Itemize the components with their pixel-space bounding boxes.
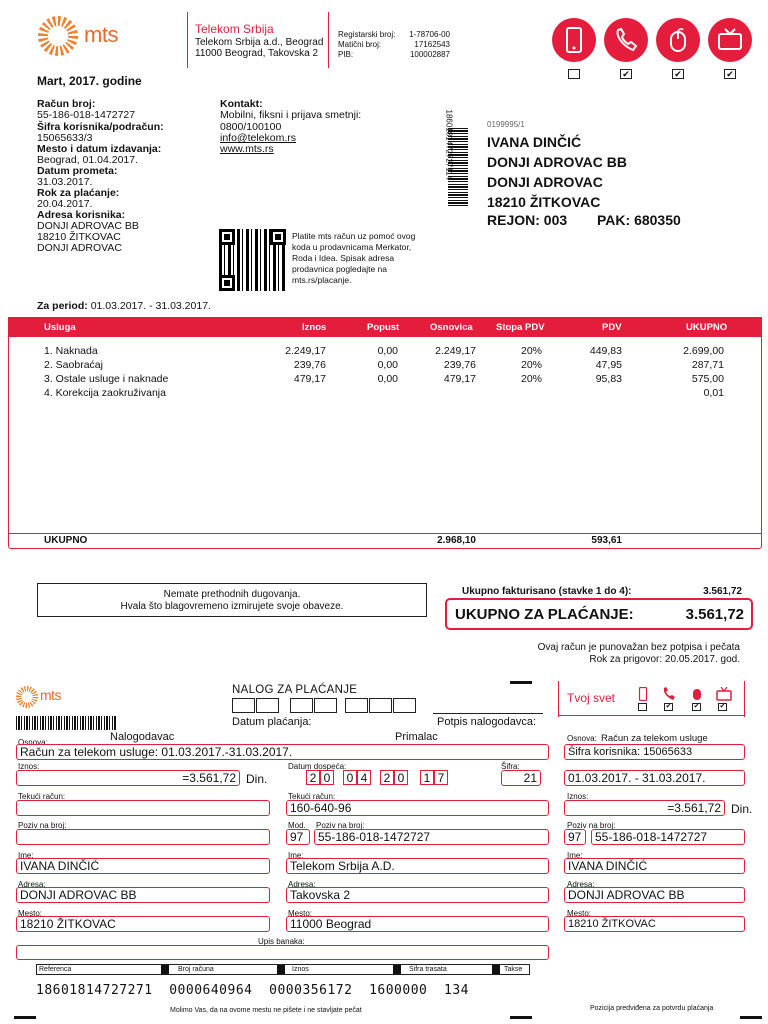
payment-date-label: Datum plaćanja:	[232, 716, 312, 728]
due-digit-6[interactable]: 0	[394, 770, 408, 785]
row-3-total: 575,00	[691, 373, 724, 385]
due-date-label-slip: Datum dospeća:	[288, 762, 347, 771]
slip-title: NALOG ZA PLAĆANJE	[232, 684, 358, 696]
bank-entry-label: Upis banaka:	[258, 937, 305, 946]
recipient-block	[487, 132, 627, 212]
iznos-label: Iznos:	[18, 762, 40, 771]
recipient-pak: PAK: 680350	[597, 212, 681, 228]
service-checkbox-mobile	[568, 69, 580, 79]
due-digit-5[interactable]: 2	[380, 770, 394, 785]
debt-note-box	[37, 583, 427, 617]
contact-email-link[interactable]: info@telekom.rs	[220, 132, 297, 144]
bank-col-iznos: Iznos	[292, 966, 309, 973]
row-1-vat: 449,83	[589, 345, 622, 357]
slip-barcode	[16, 716, 116, 730]
payer-city-field[interactable]: 18210 ŽITKOVAC	[16, 916, 270, 932]
payee-header: Primalac	[395, 731, 438, 743]
bank-col-takse: Takse	[504, 966, 523, 973]
recipient-line-2: DONJI ADROVAC BB	[487, 154, 628, 170]
stub-reference-field[interactable]: 55-186-018-1472727	[591, 829, 745, 845]
due-digit-4[interactable]: 4	[357, 770, 371, 785]
service-checkbox-landline: ✔	[620, 69, 632, 79]
stub-city-label: Mesto:	[567, 909, 592, 918]
mb-value: 17162543	[414, 40, 450, 49]
contact-line-1: Mobilni, fiksni i prijava smetnji:	[220, 109, 362, 121]
iznos-currency: Din.	[246, 772, 268, 786]
payee-name-label: Ime:	[288, 851, 304, 860]
row-2-total: 287,71	[691, 359, 724, 371]
payee-reference-label: Poziv na broj:	[316, 821, 365, 830]
mb-label: Matični broj:	[338, 40, 382, 49]
brand-name: mts	[84, 22, 118, 47]
payee-name-field[interactable]: Telekom Srbija A.D.	[286, 858, 549, 874]
date-box-2	[256, 698, 279, 713]
ocr-line: 18601814727271 0000640964 0000356172 1600000 134	[36, 983, 469, 998]
payer-city-label: Mesto:	[18, 909, 43, 918]
place-date-label: Mesto i datum izdavanja:	[37, 143, 162, 155]
recipient-name: IVANA DINČIĆ	[487, 134, 582, 150]
stub-checkbox-internet: ✔	[693, 703, 700, 710]
header-divider	[187, 12, 188, 68]
qr-text-4: prodavnica pogledajte na	[292, 264, 387, 274]
row-2-discount: 0,00	[377, 359, 398, 371]
user-code-label: Šifra korisnika/podračun:	[37, 121, 164, 133]
company-address-2: 11000 Beograd, Takovska 2	[195, 48, 319, 59]
signature-label: Potpis nalogodavca:	[437, 716, 537, 728]
due-digit-2[interactable]: 0	[320, 770, 334, 785]
stub-osnova-value: Račun za telekom usluge	[601, 733, 708, 744]
stub-tv-icon	[716, 687, 732, 701]
validity-note: Ovaj račun je punovažan bez potpisa i pečata	[537, 642, 740, 653]
due-digit-7[interactable]: 1	[420, 770, 434, 785]
row-4-service: 4. Korekcija zaokruživanja	[44, 387, 166, 399]
col-pdv: PDV	[602, 322, 622, 333]
registry-block	[338, 30, 450, 60]
complaint-note: Rok za prigovor: 20.05.2017. god.	[589, 654, 740, 665]
debt-note-line-1: Nemate prethodnih dugovanja.	[163, 589, 301, 600]
stub-frame-left	[558, 681, 559, 717]
row-1-amount: 2.249,17	[285, 345, 326, 357]
bank-col-broj-racuna: Broj računa	[178, 966, 214, 973]
signature-line	[433, 713, 543, 714]
iznos-field[interactable]: =3.561,72	[16, 770, 240, 786]
payee-account-field[interactable]: 160-640-96	[286, 800, 549, 816]
payer-account-field[interactable]	[16, 800, 270, 816]
recipient-line-3: DONJI ADROVAC	[487, 174, 603, 190]
stub-landline-icon	[662, 687, 676, 701]
stub-name-label: Ime:	[567, 851, 583, 860]
row-4-total: 0,01	[703, 387, 724, 399]
payer-name-field[interactable]: IVANA DINČIĆ	[16, 858, 270, 874]
stub-address-label: Adresa:	[567, 880, 595, 889]
contact-label: Kontakt:	[220, 98, 263, 110]
row-3-amount: 479,17	[293, 373, 326, 385]
sifra-label: Šifra:	[501, 762, 520, 771]
pib-label: PIB:	[338, 50, 354, 59]
turnover-date-label: Datum prometa:	[37, 165, 118, 177]
address-line-1: DONJI ADROVAC BB	[37, 220, 139, 232]
mod-field[interactable]: 97	[286, 829, 310, 845]
date-box-6	[369, 698, 392, 713]
col-ukupno: UKUPNO	[686, 322, 728, 333]
stub-name-field[interactable]: IVANA DINČIĆ	[564, 858, 745, 874]
payee-city-label: Mesto:	[288, 909, 313, 918]
row-2-amount: 239,76	[293, 359, 326, 371]
total-pdv: 593,61	[591, 535, 622, 546]
col-usluga: Usluga	[44, 322, 76, 333]
slip-brand-name: mts	[40, 687, 62, 703]
date-box-7	[393, 698, 416, 713]
total-to-pay-value: 3.561,72	[685, 606, 744, 623]
recipient-rejon: REJON: 003	[487, 212, 568, 228]
qr-code	[219, 229, 286, 291]
payer-account-label: Tekući račun:	[18, 792, 66, 801]
row-3-base: 479,17	[443, 373, 476, 385]
recipient-line-4: 18210 ŽITKOVAC	[487, 194, 601, 210]
pib-value: 100002887	[409, 50, 450, 59]
service-checkbox-tv: ✔	[724, 69, 736, 79]
billing-month: Mart, 2017. godine	[37, 74, 142, 88]
payer-reference-label: Poziv na broj:	[18, 821, 67, 830]
mobile-phone-icon	[552, 18, 596, 62]
stub-user-code-field[interactable]: Šifra korisnika: 15065633	[564, 744, 745, 760]
date-box-4	[314, 698, 337, 713]
osnova-field[interactable]: Račun za telekom usluge: 01.03.2017.-31.03.2017.	[16, 744, 549, 760]
invoice-label: Račun broj:	[37, 98, 96, 110]
due-date-label: Rok za plaćanje:	[37, 187, 120, 199]
qr-text-5: mts.rs/placanje.	[292, 275, 352, 285]
cut-mark-bottom-right	[740, 1016, 762, 1019]
date-box-3	[290, 698, 313, 713]
stub-osnova-label: Osnova:	[567, 734, 597, 743]
due-digit-1[interactable]: 2	[306, 770, 320, 785]
col-popust: Popust	[367, 322, 400, 333]
stub-iznos-label: Iznos:	[567, 792, 589, 801]
reg-value: 1-78706-00	[409, 30, 450, 39]
stub-frame-top	[558, 715, 745, 716]
qr-text-1: Platite mts račun uz pomoć ovog	[292, 231, 416, 241]
total-osnovica: 2.968,10	[437, 535, 476, 546]
row-2-base: 239,76	[443, 359, 476, 371]
stub-mouse-icon	[692, 687, 702, 701]
osnova-label: Osnova:	[18, 738, 48, 747]
payer-address-field[interactable]: DONJI ADROVAC BB	[16, 887, 270, 903]
payer-name-label: Ime:	[18, 851, 34, 860]
address-label: Adresa korisnika:	[37, 209, 126, 221]
cut-mark	[510, 681, 532, 684]
recipient-code: 0199995/1	[487, 120, 525, 129]
row-3-vat-rate: 20%	[520, 373, 542, 385]
col-stopa-pdv: Stopa PDV	[496, 322, 545, 333]
service-checkbox-internet: ✔	[672, 69, 684, 79]
bank-col-sep-1	[161, 965, 169, 974]
stub-checkbox-landline: ✔	[665, 703, 672, 710]
stub-address-field[interactable]: DONJI ADROVAC BB	[564, 887, 745, 903]
place-date-value: Beograd, 01.04.2017.	[37, 154, 139, 166]
stub-mobile-icon	[638, 687, 648, 701]
row-1-total: 2.699,00	[683, 345, 724, 357]
bank-col-sifra-trasata: Šifra trasata	[409, 966, 447, 973]
contact-website-link[interactable]: www.mts.rs	[220, 143, 274, 155]
period-label: Za period:	[37, 300, 88, 312]
bank-col-sep-3	[393, 965, 401, 974]
qr-text-3: Roda i Idea. Spisak adresa	[292, 253, 395, 263]
stub-title: Tvoj svet	[567, 691, 616, 705]
total-label: UKUPNO	[44, 535, 88, 546]
period-value: 01.03.2017. - 31.03.2017.	[90, 300, 211, 312]
slip-footer-note: Molimo Vas, da na ovome mestu ne pišete i ne stavljate pečat	[170, 1007, 362, 1014]
company-address-1: Telekom Srbija a.d., Beograd	[195, 37, 324, 48]
contact-phone: 0800/100100	[220, 121, 282, 133]
payee-address-label: Adresa:	[288, 880, 316, 889]
payee-city-field[interactable]: 11000 Beograd	[286, 916, 549, 932]
payer-reference-field[interactable]	[16, 829, 270, 845]
total-to-pay-label: UKUPNO ZA PLAĆANJE:	[455, 606, 634, 623]
row-3-service: 3. Ostale usluge i naknade	[44, 373, 169, 385]
date-box-1	[232, 698, 255, 713]
total-divider	[8, 533, 762, 534]
stub-checkbox-tv: ✔	[719, 703, 726, 710]
stub-frame-right	[744, 681, 745, 717]
address-line-2: 18210 ŽITKOVAC	[37, 231, 121, 243]
billed-label: Ukupno fakturisano (stavke 1 do 4):	[462, 586, 632, 597]
qr-instructions	[292, 231, 415, 286]
date-box-5	[345, 698, 368, 713]
stub-reference-label: Poziv na broj:	[567, 821, 616, 830]
row-1-vat-rate: 20%	[520, 345, 542, 357]
cut-mark-bottom-left	[14, 1016, 36, 1019]
sifra-field[interactable]: 21	[501, 770, 541, 786]
user-code-value: 15065633/3	[37, 132, 93, 144]
tv-icon	[708, 18, 752, 62]
row-1-base: 2.249,17	[435, 345, 476, 357]
mts-logo-icon	[38, 16, 78, 56]
bank-col-referenca: Referenca	[39, 966, 72, 973]
bank-columns	[36, 964, 530, 975]
header-divider-2	[328, 12, 329, 68]
billed-value: 3.561,72	[703, 586, 742, 597]
row-2-vat-rate: 20%	[520, 359, 542, 371]
stub-period-field[interactable]: 01.03.2017. - 31.03.2017.	[564, 770, 745, 786]
invoice-value: 55-186-018-1472727	[37, 109, 136, 121]
col-osnovica: Osnovica	[430, 322, 473, 333]
period-line	[37, 300, 211, 312]
payee-account-label: Tekući račun:	[288, 792, 336, 801]
row-3-vat: 95,83	[595, 373, 622, 385]
due-digit-3[interactable]: 0	[343, 770, 357, 785]
stub-iznos-field[interactable]: =3.561,72	[564, 800, 725, 816]
internet-mouse-icon	[656, 18, 700, 62]
stub-mod-field[interactable]: 97	[564, 829, 586, 845]
payee-reference-field[interactable]: 55-186-018-1472727	[314, 829, 549, 845]
bank-col-sep-4	[492, 965, 500, 974]
reg-label: Registarski broj:	[338, 30, 396, 39]
row-1-service: 1. Naknada	[44, 345, 98, 357]
payer-address-label: Adresa:	[18, 880, 46, 889]
row-2-vat: 47,95	[595, 359, 622, 371]
due-digit-8[interactable]: 7	[434, 770, 448, 785]
bank-entry-field[interactable]	[16, 945, 549, 960]
address-line-3: DONJI ADROVAC	[37, 242, 122, 254]
cut-mark-bottom-mid	[510, 1016, 532, 1019]
qr-text-2: koda u prodavnicama Merkator,	[292, 242, 412, 252]
vertical-barcode-number: 1860181472727114	[444, 109, 454, 181]
row-2-service: 2. Saobraćaj	[44, 359, 103, 371]
payee-address-field[interactable]: Takovska 2	[286, 887, 549, 903]
landline-phone-icon	[604, 18, 648, 62]
slip-mts-logo-icon	[16, 686, 38, 708]
stub-iznos-currency: Din.	[731, 802, 753, 816]
mod-label: Mod.	[288, 821, 306, 830]
company-title: Telekom Srbija	[195, 22, 274, 36]
row-3-discount: 0,00	[377, 373, 398, 385]
row-1-discount: 0,00	[377, 345, 398, 357]
col-iznos: Iznos	[302, 322, 327, 333]
debt-note-line-2: Hvala što blagovremeno izmirujete svoje obaveze.	[120, 601, 344, 612]
stub-city-field[interactable]: 18210 ŽITKOVAC	[564, 916, 745, 932]
stub-checkbox-mobile	[638, 703, 647, 711]
stub-footer-note: Pozicija predviđena za potvrdu plaćanja	[590, 1005, 714, 1012]
due-date-value: 20.04.2017.	[37, 198, 93, 210]
payer-header: Nalogodavac	[110, 731, 175, 743]
turnover-date-value: 31.03.2017.	[37, 176, 93, 188]
bank-col-sep-2	[277, 965, 285, 974]
